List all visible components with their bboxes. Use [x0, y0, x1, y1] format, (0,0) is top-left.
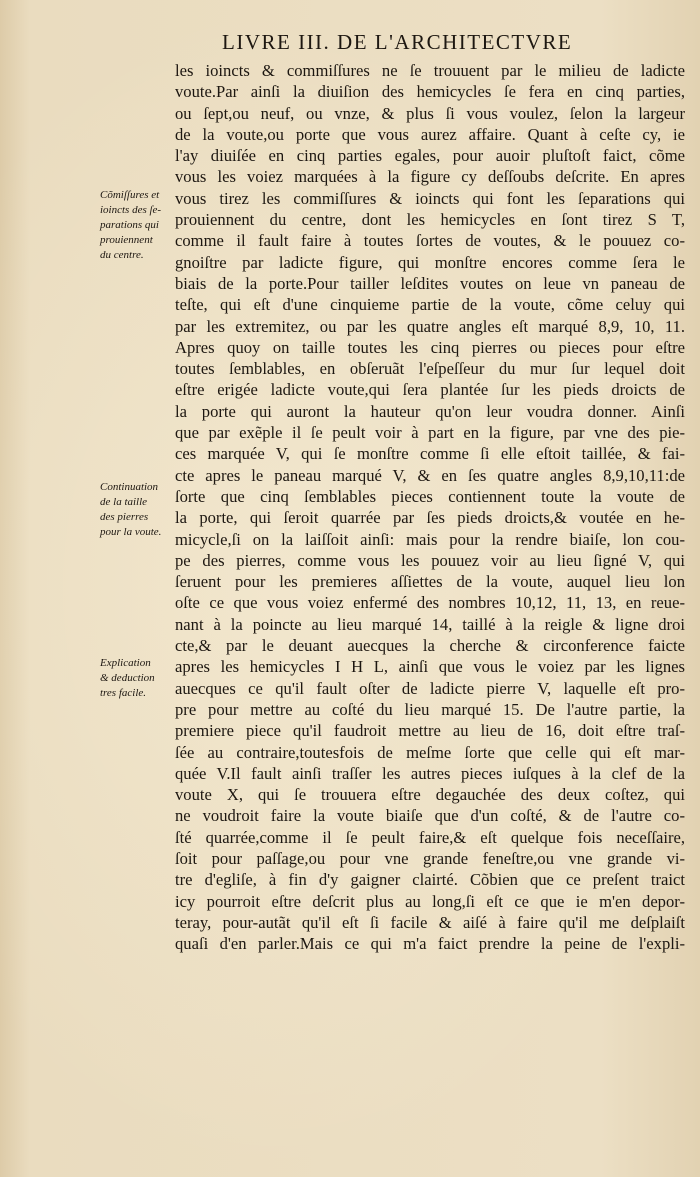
text-line: toutes ſemblables, en obſeruãt l'eſpeſſeur du mur ſur lequel doit	[175, 359, 685, 379]
margin-note-line: ioincts des ſe-	[100, 204, 162, 216]
margin-note-line: parations qui	[100, 219, 159, 231]
text-line: ſorte que cinq ſemblables pieces contiennent toute la voute de	[175, 486, 685, 506]
text-line: pre pour mettre au coſté du lieu marqué 15. De l'autre partie, la	[175, 699, 685, 719]
margin-note-line: & deduction	[100, 672, 155, 684]
body-text	[175, 60, 685, 954]
margin-note-line: Explication	[100, 657, 151, 669]
text-line: vous tirez les commiſſures & ioincts qui font les ſeparations qui	[175, 188, 685, 208]
text-line: Apres quoy on taille toutes les cinq pierres ou pieces pour eſtre	[175, 337, 685, 357]
text-line: teſte, qui eſt d'une cinquieme partie de la voute, cõme celuy qui	[175, 295, 685, 315]
text-line: la porte qui auront la hauteur qu'on leur voudra donner. Ainſi	[175, 401, 685, 421]
text-line: premiere piece qu'il faudroit mettre au lieu de 16, doit eſtre traſ-	[175, 721, 685, 741]
text-line: l'ay diuiſée en cinq parties egales, pour auoir pluſtoſt faict, cõme	[175, 146, 685, 166]
text-line: apres les hemicycles I H L, ainſi que vous le voiez par les lignes	[175, 657, 685, 677]
text-line: tre d'egliſe, à fin d'y gaigner clairté. Cõbien que ce preſent traict	[175, 870, 685, 890]
text-line: prouiennent du centre, dont les hemicycles en ſont tirez S T,	[175, 210, 685, 230]
margin-note-line: Continuation	[100, 481, 159, 493]
text-line: teray, pour-autãt qu'il eſt ſi facile & aiſé à faire qu'il me deſplaiſt	[175, 912, 685, 932]
margin-note-line: pour la voute.	[100, 526, 162, 538]
text-line: icy pourroit eſtre deſcrit plus au long,ſi eſt ce que ie m'en depor-	[175, 891, 685, 911]
text-line: cte apres le paneau marqué V, & en ſes quatre angles 8,9,10,11:de	[175, 465, 685, 485]
text-line: voute.Par ainſi la diuiſion des hemicycles ſe fera en cinq parties,	[175, 82, 685, 102]
margin-note-line: du centre.	[100, 249, 144, 261]
text-line: auecques ce qu'il fault oſter de ladicte pierre V, laquelle eſt pro-	[175, 678, 685, 698]
text-line: nant à la poincte au lieu marqué 14, taillé à la reigle & ligne droi	[175, 614, 685, 634]
text-line: ſté quarrée,comme il ſe peult faire,& eſt quelque fois neceſſaire,	[175, 827, 685, 847]
text-line: par les extremitez, ou par les quatre angles eſt marqué 8,9, 10, 11.	[175, 316, 685, 336]
margin-note-continuation	[100, 480, 176, 540]
margin-note-joints	[100, 188, 176, 263]
text-line: quée V.Il fault ainſi traſſer les autres pieces iuſques à la clef de la	[175, 763, 685, 783]
margin-note-line: tres facile.	[100, 687, 147, 699]
text-line: ſeruent pour les premieres aſſiettes de la voute, auquel lieu lon	[175, 572, 685, 592]
text-line: oſte ce que vous voiez enfermé des nombres 10,12, 11, 13, en reue-	[175, 593, 685, 613]
text-line: comme il fault faire à toutes ſortes de voutes, & le pouuez co-	[175, 231, 685, 251]
text-line: voute X, qui ſe trouuera eſtre degauchée des deux coſtez, qui	[175, 785, 685, 805]
margin-note-line: Cõmiſſures et	[100, 189, 160, 201]
text-line: biais de la porte.Pour tailler leſdites voutes on leue vn paneau de	[175, 273, 685, 293]
text-line: ne voudroit faire la voute biaiſe que d'un coſté, & de l'autre co-	[175, 806, 685, 826]
running-head: LIVRE III. DE L'ARCHITECTVRE	[222, 30, 573, 54]
text-line: micycle,ſi on la laiſſoit ainſi: mais pour la rendre biaiſe, lon cou-	[175, 529, 685, 549]
text-line: eſtre erigée ladicte voute,qui ſera plantée ſur les pieds droicts de	[175, 380, 685, 400]
margin-note-line: des pierres	[100, 511, 149, 523]
margin-note-line: prouiennent	[100, 234, 153, 246]
text-line: vous les voiez marquées à la figure cy deſſoubs deſcrite. En apres	[175, 167, 685, 187]
text-line: les ioincts & commiſſures ne ſe trouuent par le milieu de ladicte	[175, 61, 685, 80]
text-line: ſée au contraire,toutesfois de meſme ſorte que celle qui eſt mar-	[175, 742, 685, 762]
margin-note-explication	[100, 656, 176, 701]
margin-note-line: de la taille	[100, 496, 148, 508]
text-line: cte,& par le deuant auecques la cherche & circonference faicte	[175, 636, 685, 656]
text-line: quaſi d'en parler.Mais ce qui m'a faict prendre la peine de l'expli-	[175, 934, 685, 954]
text-line: ou ſept,ou neuf, ou vnze, & plus ſi vous voulez, ſelon la largeur	[175, 103, 685, 123]
text-line: ſoit pour paſſage,ou pour vne grande feneſtre,ou vne grande vi-	[175, 848, 685, 868]
text-line: ces marquée V, qui ſe monſtre comme ſi elle eſtoit taillée, & fai-	[175, 444, 685, 464]
text-line: que par exẽple il ſe peult voir à part en la figure, par vne des pie-	[175, 423, 685, 443]
text-line: pe des pierres, comme vous les pouuez voir au lieu ſigné V, qui	[175, 550, 685, 570]
text-line: la porte, qui ſeroit quarrée par ſes pieds droicts,& voutée en he-	[175, 508, 685, 528]
text-line: gnoiſtre par ladicte figure, qui monſtre encores comme ſera le	[175, 252, 685, 272]
text-line: de la voute,ou porte que vous aurez affaire. Quant à ceſte cy, ie	[175, 124, 685, 144]
